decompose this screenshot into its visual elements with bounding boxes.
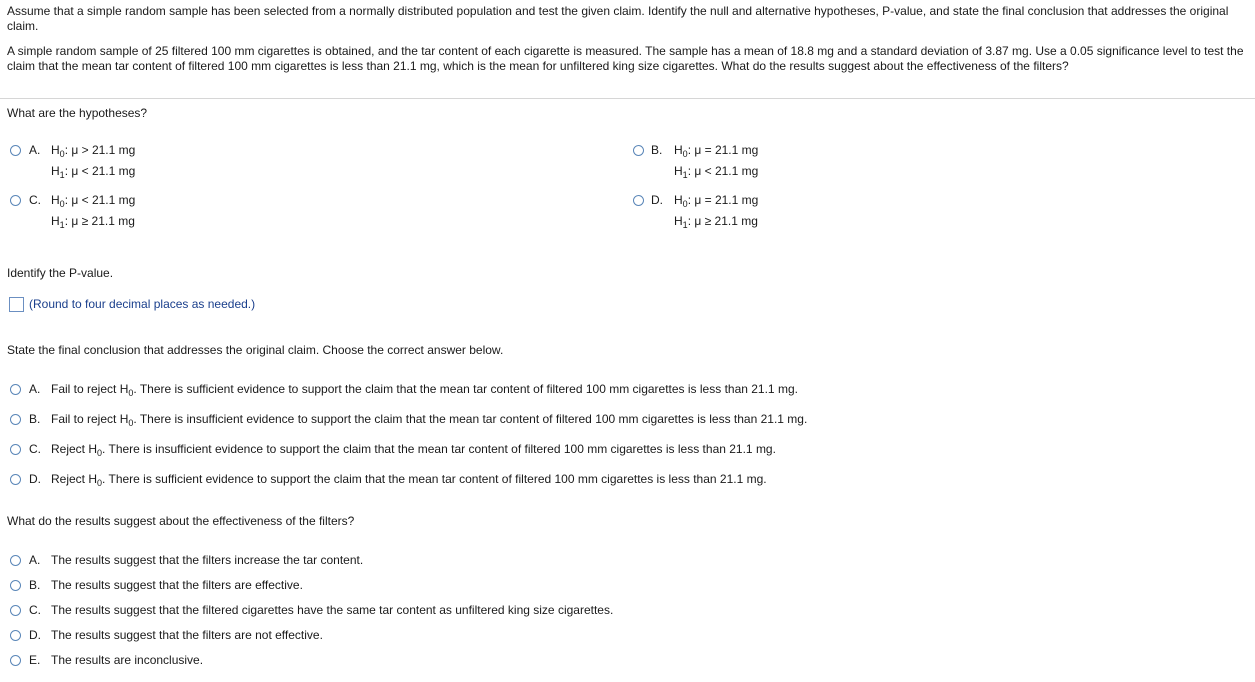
conclusion-option-label: C. Reject $H_0$. There is insufficient evidence to support the claim that the mean tar content of filtered 100 mm cigarettes is less than 21.1 mg.: [29, 442, 776, 458]
option-letter: B.: [651, 143, 663, 157]
null-hypothesis: $H_0$: μ < 21.1 mg: [51, 193, 136, 209]
hypotheses-question: What are the hypotheses?: [7, 106, 148, 120]
alternative-hypothesis: $H_1$: μ < 21.1 mg: [674, 164, 759, 180]
instructions-text: Assume that a simple random sample has been selected from a normally distributed population and test the given claim. Identify the null and alternative hypotheses, P-value, and state the final conclusion that addresses the original claim.: [7, 4, 1229, 33]
radio-button[interactable]: [10, 444, 21, 455]
alternative-hypothesis: $H_1$: μ < 21.1 mg: [51, 164, 136, 180]
radio-button[interactable]: [10, 580, 21, 591]
conclusion-option-label: A. Fail to reject $H_0$. There is sufficient evidence to support the claim that the mean tar content of filtered 100 mm cigarettes is less than 21.1 mg.: [29, 382, 798, 398]
problem-statement: A simple random sample of 25 filtered 100 mm cigarettes is obtained, and the tar content of each cigarette is measured. The sample has a mean of 18.8 mg and a standard deviation of 3.87 mg. Use a 0.05 significance level to test the claim that the mean tar content of filtered 100 mm cigarettes is less than 21.1 mg, which is the mean for unfiltered king size cigarettes. What do the results suggest about the effectiveness of the filters?: [7, 44, 1244, 73]
conclusion-option-label: D. Reject $H_0$. There is sufficient evidence to support the claim that the mean tar content of filtered 100 mm cigarettes is less than 21.1 mg.: [29, 472, 767, 488]
divider: [0, 98, 1255, 99]
option-letter: A.: [29, 143, 41, 157]
radio-button[interactable]: [633, 195, 644, 206]
radio-button[interactable]: [10, 195, 21, 206]
radio-button[interactable]: [10, 384, 21, 395]
null-hypothesis: $H_0$: μ = 21.1 mg: [674, 193, 759, 209]
effectiveness-option-label: A. The results suggest that the filters increase the tar content.: [29, 553, 364, 567]
pvalue-input[interactable]: [9, 297, 24, 312]
effectiveness-option-label: B. The results suggest that the filters are effective.: [29, 578, 303, 592]
alternative-hypothesis: $H_1$: μ ≥ 21.1 mg: [51, 214, 135, 230]
radio-button[interactable]: [10, 655, 21, 666]
radio-button[interactable]: [10, 474, 21, 485]
conclusion-option-label: B. Fail to reject $H_0$. There is insufficient evidence to support the claim that the mean tar content of filtered 100 mm cigarettes is less than 21.1 mg.: [29, 412, 808, 428]
alternative-hypothesis: $H_1$: μ ≥ 21.1 mg: [674, 214, 758, 230]
effectiveness-question: What do the results suggest about the effectiveness of the filters?: [7, 514, 355, 528]
radio-button[interactable]: [10, 605, 21, 616]
radio-button[interactable]: [10, 145, 21, 156]
option-letter: D.: [651, 193, 663, 207]
null-hypothesis: $H_0$: μ = 21.1 mg: [674, 143, 759, 159]
effectiveness-option-label: D. The results suggest that the filters are not effective.: [29, 628, 323, 642]
null-hypothesis: $H_0$: μ > 21.1 mg: [51, 143, 136, 159]
radio-button[interactable]: [633, 145, 644, 156]
effectiveness-option-label: E. The results are inconclusive.: [29, 653, 204, 667]
radio-button[interactable]: [10, 630, 21, 641]
conclusion-question: State the final conclusion that addresses the original claim. Choose the correct answer below.: [7, 343, 504, 357]
option-letter: C.: [29, 193, 41, 207]
effectiveness-option-label: C. The results suggest that the filtered cigarettes have the same tar content as unfiltered king size cigarettes.: [29, 603, 614, 617]
pvalue-question: Identify the P-value.: [7, 266, 114, 280]
radio-button[interactable]: [10, 414, 21, 425]
radio-button[interactable]: [10, 555, 21, 566]
rounding-hint: (Round to four decimal places as needed.): [29, 297, 256, 311]
